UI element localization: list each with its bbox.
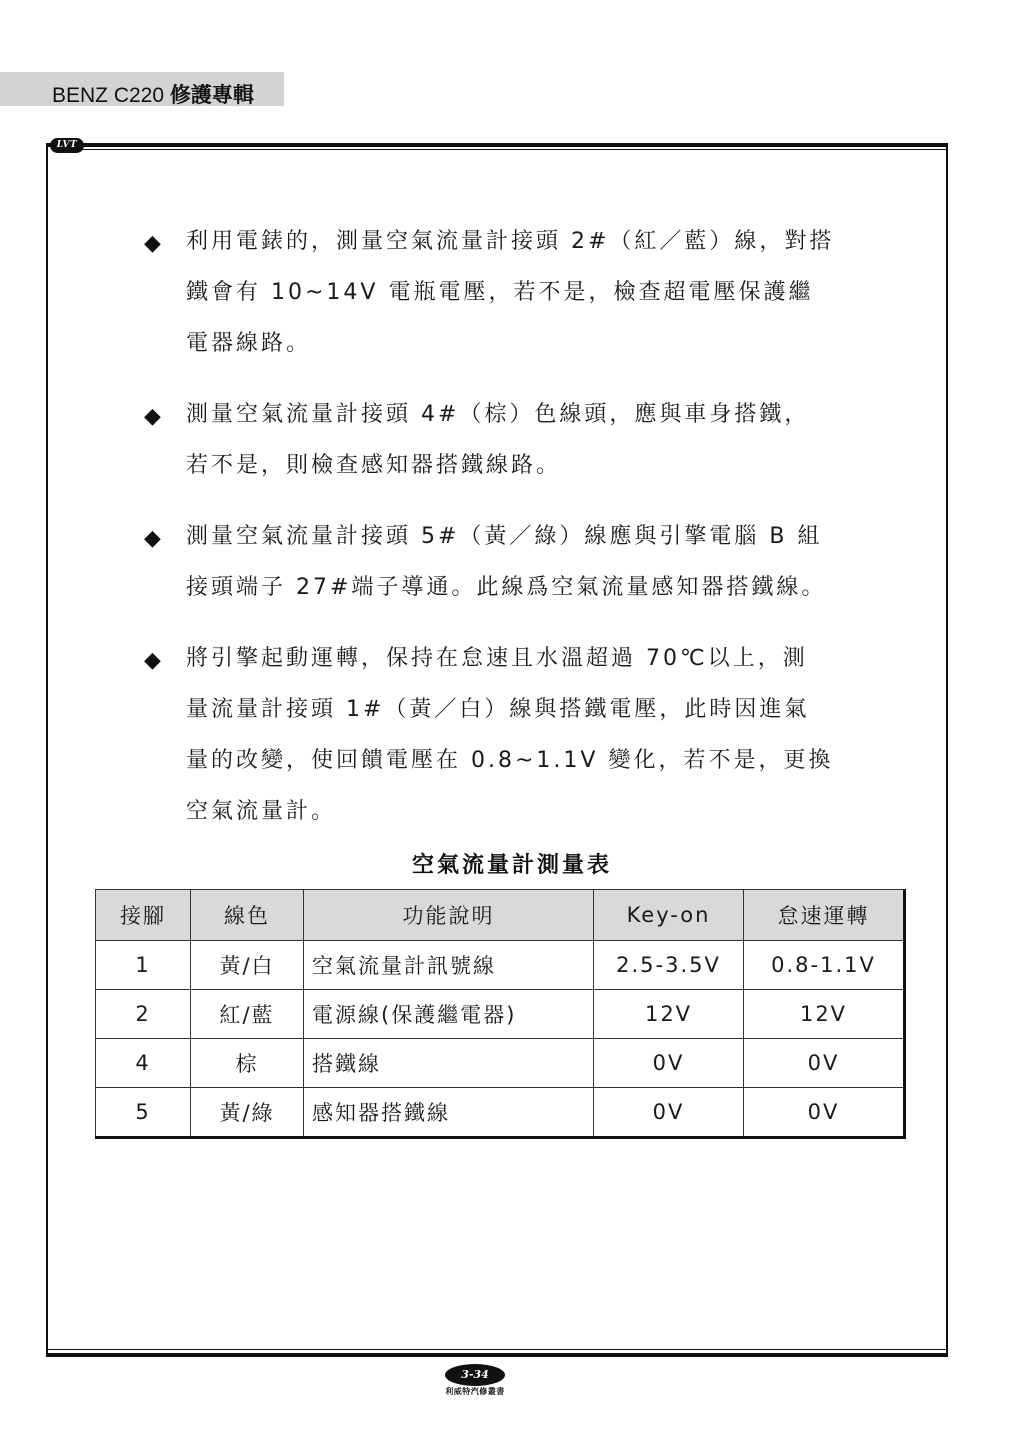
diamond-bullet-icon: ◆ [144,648,161,673]
publisher-logo: LVT [50,138,84,153]
top-rule-thick [46,143,948,147]
cell-idle: 0.8-1.1V [744,941,905,990]
table-row [96,1088,905,1138]
bullet-item [140,389,920,491]
table-row [96,1039,905,1088]
table-row [96,990,905,1039]
cell-idle: 0V [744,1039,905,1088]
cell-idle: 0V [744,1088,905,1138]
bullet-line: 電器線路。 [186,331,312,356]
column-header-function: 功能說明 [304,890,594,941]
column-header-key-on: Key-on [594,890,744,941]
table-header-row [96,890,905,941]
header-title [52,79,254,109]
cell-wire-color: 紅/藍 [191,990,304,1039]
bullet-item [140,633,920,837]
table-row [96,941,905,990]
bullet-line: 鐵會有 10~14V 電瓶電壓，若不是，檢查超電壓保護繼 [186,280,814,305]
bullet-line: 將引擎起動運轉，保持在怠速且水溫超過 70℃以上，測 [186,646,808,671]
cell-pin: 2 [96,990,191,1039]
bullet-line: 接頭端子 27#端子導通。此線爲空氣流量感知器搭鐵線。 [186,575,827,600]
cell-function: 電源線(保護繼電器) [304,990,594,1039]
diamond-bullet-icon: ◆ [144,526,161,551]
top-rule-thin [80,149,948,150]
cell-pin: 1 [96,941,191,990]
page-number-badge: 3-34 [445,1364,505,1386]
publisher-name: 利威特汽修叢書 [445,1387,505,1396]
table-title: 空氣流量計測量表 [411,853,612,878]
bullet-item [140,216,920,369]
measurement-table [95,889,906,1139]
cell-pin: 4 [96,1039,191,1088]
bottom-rule-thin [46,1349,948,1350]
diamond-bullet-icon: ◆ [144,404,161,429]
bullet-line: 測量空氣流量計接頭 4#（棕）色線頭，應與車身搭鐵， [186,402,810,427]
column-header-wire-color: 線色 [191,890,304,941]
cell-function: 空氣流量計訊號線 [304,941,594,990]
cell-function: 搭鐵線 [304,1039,594,1088]
bottom-rule-thick [46,1353,948,1357]
bullet-line: 量流量計接頭 1#（黃／白）線與搭鐵電壓，此時因進氣 [186,697,810,722]
bullet-line: 若不是，則檢查感知器搭鐵線路。 [186,453,562,478]
cell-key-on: 0V [594,1088,744,1138]
bullet-item [140,511,920,613]
bullet-line: 測量空氣流量計接頭 5#（黃／綠）線應與引擎電腦 B 組 [186,524,823,549]
column-header-pin: 接腳 [96,890,191,941]
cell-wire-color: 黃/白 [191,941,304,990]
cell-wire-color: 黃/綠 [191,1088,304,1138]
cell-key-on: 0V [594,1039,744,1088]
bullet-list [140,216,920,857]
bullet-line: 量的改變，使回饋電壓在 0.8~1.1V 變化，若不是，更換 [186,748,834,773]
cell-function: 感知器搭鐵線 [304,1088,594,1138]
cell-idle: 12V [744,990,905,1039]
cell-wire-color: 棕 [191,1039,304,1088]
cell-key-on: 2.5-3.5V [594,941,744,990]
cell-pin: 5 [96,1088,191,1138]
diamond-bullet-icon: ◆ [144,231,161,256]
column-header-idle: 怠速運轉 [744,890,905,941]
header-title-latin: BENZ C220 [52,84,170,107]
cell-key-on: 12V [594,990,744,1039]
bullet-line: 空氣流量計。 [186,799,337,824]
header-title-cjk: 修護專輯 [169,83,254,107]
bullet-line: 利用電錶的，測量空氣流量計接頭 2#（紅／藍）線，對搭 [186,229,835,254]
